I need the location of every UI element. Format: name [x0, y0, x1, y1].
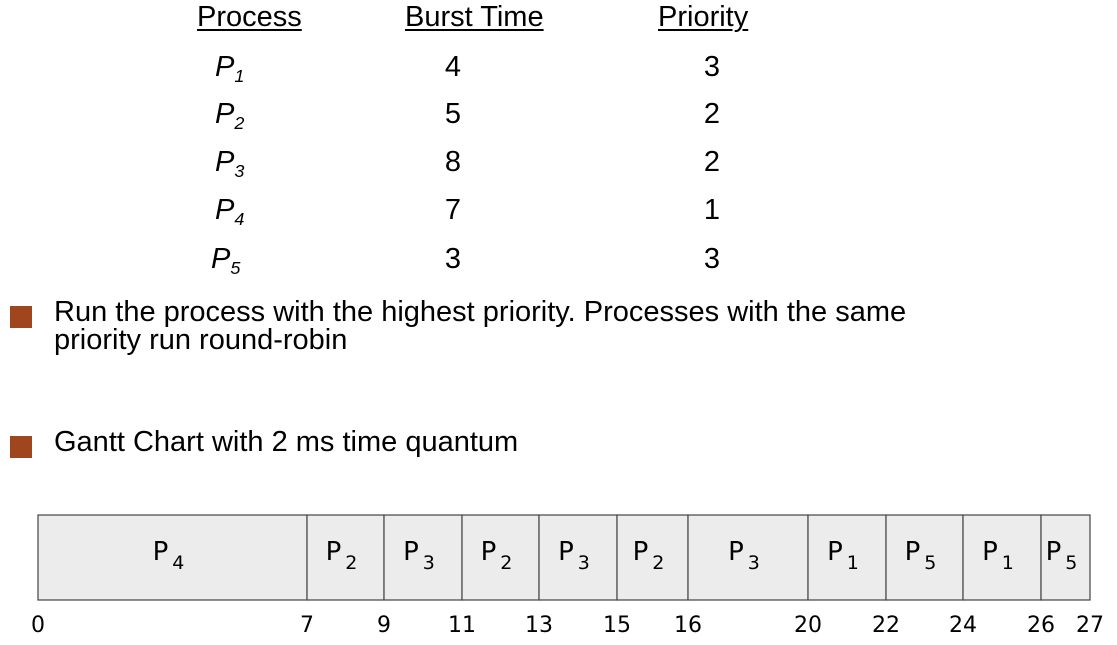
process-name: $P_4$ — [215, 194, 245, 230]
gantt-segment-label: P $_3$ — [403, 537, 435, 574]
gantt-segment-label: P $_2$ — [325, 537, 358, 574]
gantt-tick-label: 24 — [949, 613, 977, 638]
burst-time-value: 5 — [444, 98, 462, 130]
priority-value: 2 — [703, 98, 721, 130]
process-name: $P_2$ — [215, 98, 245, 134]
gantt-tick-label: 27 — [1076, 613, 1104, 638]
gantt-segment-label: P $_2$ — [632, 537, 665, 574]
gantt-segment-label: P $_3$ — [558, 537, 590, 574]
gantt-segment-label: P $_2$ — [480, 537, 513, 574]
gantt-tick-label: 0 — [31, 613, 45, 638]
gantt-tick-label: 22 — [872, 613, 900, 638]
gantt-segment-label: P $_5$ — [1045, 537, 1078, 574]
burst-time-value: 3 — [444, 243, 462, 275]
priority-value: 3 — [703, 243, 721, 275]
gantt-segment-label: P $_4$ — [152, 537, 185, 574]
gantt-tick-label: 9 — [377, 613, 391, 638]
gantt-segment-label: P $_5$ — [904, 537, 937, 574]
burst-time-value: 8 — [444, 146, 462, 178]
priority-value: 2 — [703, 146, 721, 178]
header-priority: Priority — [658, 1, 749, 33]
process-name: $P_3$ — [215, 146, 245, 182]
gantt-tick-label: 26 — [1027, 613, 1055, 638]
gantt-tick-label: 20 — [794, 613, 822, 638]
priority-value: 1 — [703, 194, 721, 226]
gantt-tick-label: 16 — [674, 613, 702, 638]
gantt-tick-label: 7 — [300, 613, 314, 638]
process-name: $P_5$ — [211, 243, 241, 279]
header-process: Process — [197, 1, 302, 33]
gantt-segment-label: P $_3$ — [728, 537, 760, 574]
bullet-line: Gantt Chart with 2 ms time quantum — [54, 426, 519, 458]
priority-value: 3 — [703, 51, 721, 83]
burst-time-value: 7 — [444, 194, 462, 226]
burst-time-value: 4 — [444, 51, 462, 83]
gantt-tick-label: 13 — [525, 613, 553, 638]
gantt-tick-label: 15 — [603, 613, 631, 638]
bullet-line: Run the process with the highest priority. Processes with the same — [54, 296, 907, 328]
gantt-segment-label: P $_1$ — [827, 537, 859, 574]
gantt-segment-label: P $_1$ — [982, 537, 1014, 574]
header-burst-time: Burst Time — [405, 1, 544, 33]
gantt-tick-label: 11 — [448, 613, 476, 638]
process-name: $P_1$ — [215, 51, 245, 87]
bullet-line: priority run round-robin — [54, 324, 348, 356]
